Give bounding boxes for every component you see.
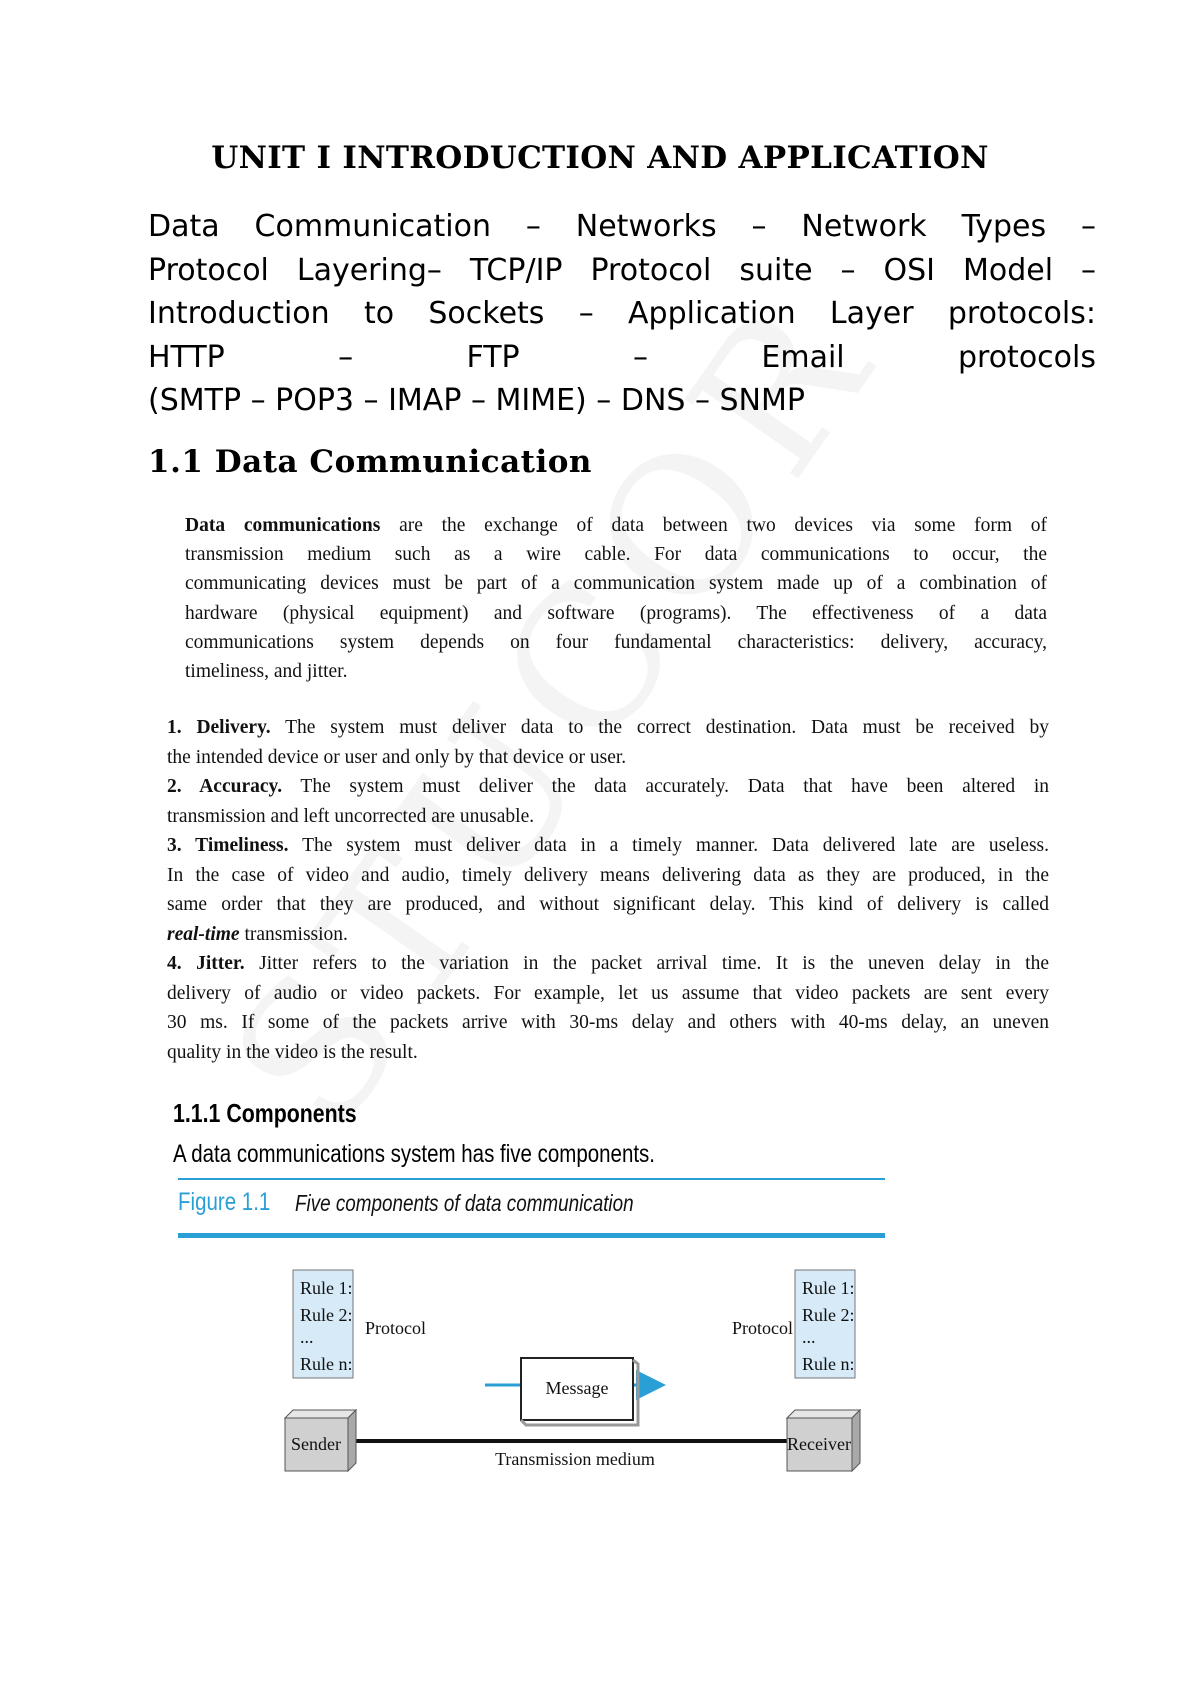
timeliness-tail: transmission. (239, 923, 348, 945)
sender-protocol-label: Protocol (365, 1318, 426, 1338)
rule-label: Rule 2: (802, 1305, 855, 1325)
timeliness-text: The system must deliver data in a timely manner. Data delivered late are useless. (288, 835, 1049, 856)
unit-title: UNIT I INTRODUCTION AND APPLICATION (211, 140, 989, 176)
jitter-text: Jitter refers to the variation in the packet arrival time. It is the uneven delay in the (244, 953, 1049, 974)
syllabus-line: Introduction to Sockets – Application Layer protocols: (148, 296, 1096, 331)
intro-line: communications system depends on four fundamental characteristics: delivery, accuracy, (185, 631, 1047, 653)
rule-label: Rule n: (802, 1354, 855, 1374)
timeliness-line: In the case of video and audio, timely delivery means delivering data as they are produced, in the (167, 864, 1049, 886)
jitter-line: 30 ms. If some of the packets arrive with 30-ms delay and others with 40-ms delay, an uneven (167, 1012, 1049, 1033)
syllabus-line: Protocol Layering– TCP/IP Protocol suite – OSI Model – (148, 252, 1096, 288)
syllabus-line: Data Communication – Networks – Network Types – (148, 209, 1096, 244)
figure-number: Figure 1.1 (178, 1188, 271, 1216)
accuracy-text: The system must deliver the data accurately. Data that have been altered in (282, 776, 1049, 797)
syllabus-line: (SMTP – POP3 – IMAP – MIME) – DNS – SNMP (148, 383, 805, 418)
section-heading: 1.1 Data Communication (148, 444, 592, 480)
rule-label: Rule 2: (300, 1305, 353, 1325)
delivery-label: 1. Delivery. (167, 717, 271, 738)
jitter-label: 4. Jitter. (167, 953, 245, 974)
accuracy-line: transmission and left uncorrected are unusable. (167, 805, 535, 827)
delivery-text: The system must deliver data to the correct destination. Data must be received by (270, 717, 1050, 738)
intro-line: communicating devices must be part of a communication system made up of a combination of (185, 573, 1047, 595)
sender-device (285, 1410, 356, 1471)
timeliness-line: same order that they are produced, and without significant delay. This kind of delivery is called (167, 894, 1049, 915)
jitter-line: delivery of audio or video packets. For example, let us assume that video packets are sent every (167, 982, 1049, 1004)
receiver-label: Receiver (787, 1434, 851, 1454)
intro-line: transmission medium such as a wire cable. For data communications to occur, the (185, 544, 1047, 566)
delivery-line: the intended device or user and only by that device or user. (167, 746, 627, 768)
sender-protocol-rules (293, 1270, 353, 1378)
intro-line-text: are the exchange of data between two devices via some form of (380, 515, 1048, 536)
intro-line: hardware (physical equipment) and software (programs). The effectiveness of a data (185, 602, 1047, 624)
rule-label: Rule 1: (300, 1278, 353, 1298)
rule-label: ... (802, 1327, 816, 1347)
receiver-protocol-label: Protocol (732, 1318, 793, 1338)
real-time-term: real-time (167, 923, 240, 945)
jitter-line: quality in the video is the result. (167, 1041, 418, 1063)
components-heading: 1.1.1 Components (173, 1098, 357, 1128)
components-text: A data communications system has five components. (173, 1140, 655, 1168)
rule-label: Rule n: (300, 1354, 353, 1374)
intro-lead-term: Data communications (185, 515, 381, 536)
intro-line: timeliness, and jitter. (185, 661, 348, 683)
rule-label: ... (300, 1327, 314, 1347)
receiver-device (787, 1410, 860, 1471)
sender-label: Sender (291, 1434, 341, 1454)
receiver-protocol-rules (795, 1270, 855, 1378)
message-label: Message (545, 1378, 609, 1398)
timeliness-label: 3. Timeliness. (167, 835, 289, 856)
transmission-medium-label: Transmission medium (495, 1449, 655, 1469)
figure-caption: Five components of data communication (295, 1190, 634, 1216)
syllabus-line: HTTP – FTP – Email protocols (148, 339, 1096, 375)
accuracy-label: 2. Accuracy. (167, 776, 283, 797)
rule-label: Rule 1: (802, 1278, 855, 1298)
